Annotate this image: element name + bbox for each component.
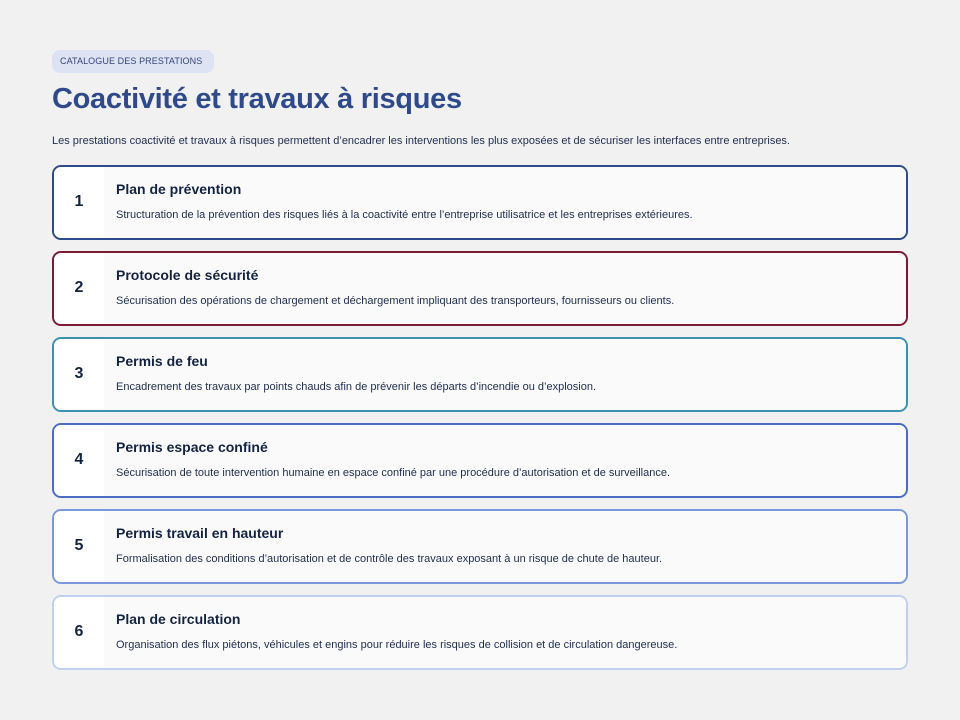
service-card-3 bbox=[52, 337, 908, 412]
service-number-column bbox=[54, 253, 104, 324]
service-list bbox=[52, 165, 908, 681]
service-title: Permis travail en hauteur bbox=[116, 525, 284, 541]
service-card-5 bbox=[52, 509, 908, 584]
service-body bbox=[104, 253, 906, 324]
service-body bbox=[104, 167, 906, 238]
service-description: Formalisation des conditions d’autorisation et de contrôle des travaux exposant à un risque de chute de hauteur. bbox=[116, 553, 663, 565]
service-body bbox=[104, 339, 906, 410]
service-number: 4 bbox=[74, 451, 84, 468]
service-body bbox=[104, 597, 906, 668]
service-description: Structuration de la prévention des risques liés à la coactivité entre l’entreprise utilisatrice et les entreprises extérieures. bbox=[116, 209, 693, 221]
category-badge: CATALOGUE DES PRESTATIONS bbox=[52, 50, 214, 73]
service-body bbox=[104, 511, 906, 582]
page-title: Coactivité et travaux à risques bbox=[52, 83, 462, 115]
service-number: 2 bbox=[74, 279, 84, 296]
service-title: Plan de prévention bbox=[116, 181, 242, 197]
service-number: 5 bbox=[74, 537, 84, 554]
service-number: 3 bbox=[74, 365, 84, 382]
intro-text: Les prestations coactivité et travaux à risques permettent d’encadrer les interventions les plus exposées et de sécuriser les interfaces entre entreprises. bbox=[52, 135, 790, 147]
service-card-4 bbox=[52, 423, 908, 498]
service-description: Organisation des flux piétons, véhicules et engins pour réduire les risques de collision et de circulation dangereuse. bbox=[116, 639, 678, 651]
service-number-column bbox=[54, 167, 104, 238]
service-number-column bbox=[54, 597, 104, 668]
service-number: 1 bbox=[74, 193, 84, 210]
service-card-2 bbox=[52, 251, 908, 326]
service-title: Permis de feu bbox=[116, 353, 208, 369]
service-card-1 bbox=[52, 165, 908, 240]
service-title: Plan de circulation bbox=[116, 611, 241, 627]
service-description: Sécurisation des opérations de chargement et déchargement impliquant des transporteurs, fournisseurs ou clients. bbox=[116, 295, 675, 307]
service-body bbox=[104, 425, 906, 496]
service-description: Encadrement des travaux par points chauds afin de prévenir les départs d’incendie ou d’explosion. bbox=[116, 381, 597, 393]
service-title: Permis espace confiné bbox=[116, 439, 268, 455]
service-number-column bbox=[54, 339, 104, 410]
page bbox=[52, 50, 908, 651]
service-card-6 bbox=[52, 595, 908, 670]
service-title: Protocole de sécurité bbox=[116, 267, 259, 283]
service-description: Sécurisation de toute intervention humaine en espace confiné par une procédure d’autorisation et de surveillance. bbox=[116, 467, 671, 479]
service-number: 6 bbox=[74, 623, 84, 640]
service-number-column bbox=[54, 511, 104, 582]
service-number-column bbox=[54, 425, 104, 496]
